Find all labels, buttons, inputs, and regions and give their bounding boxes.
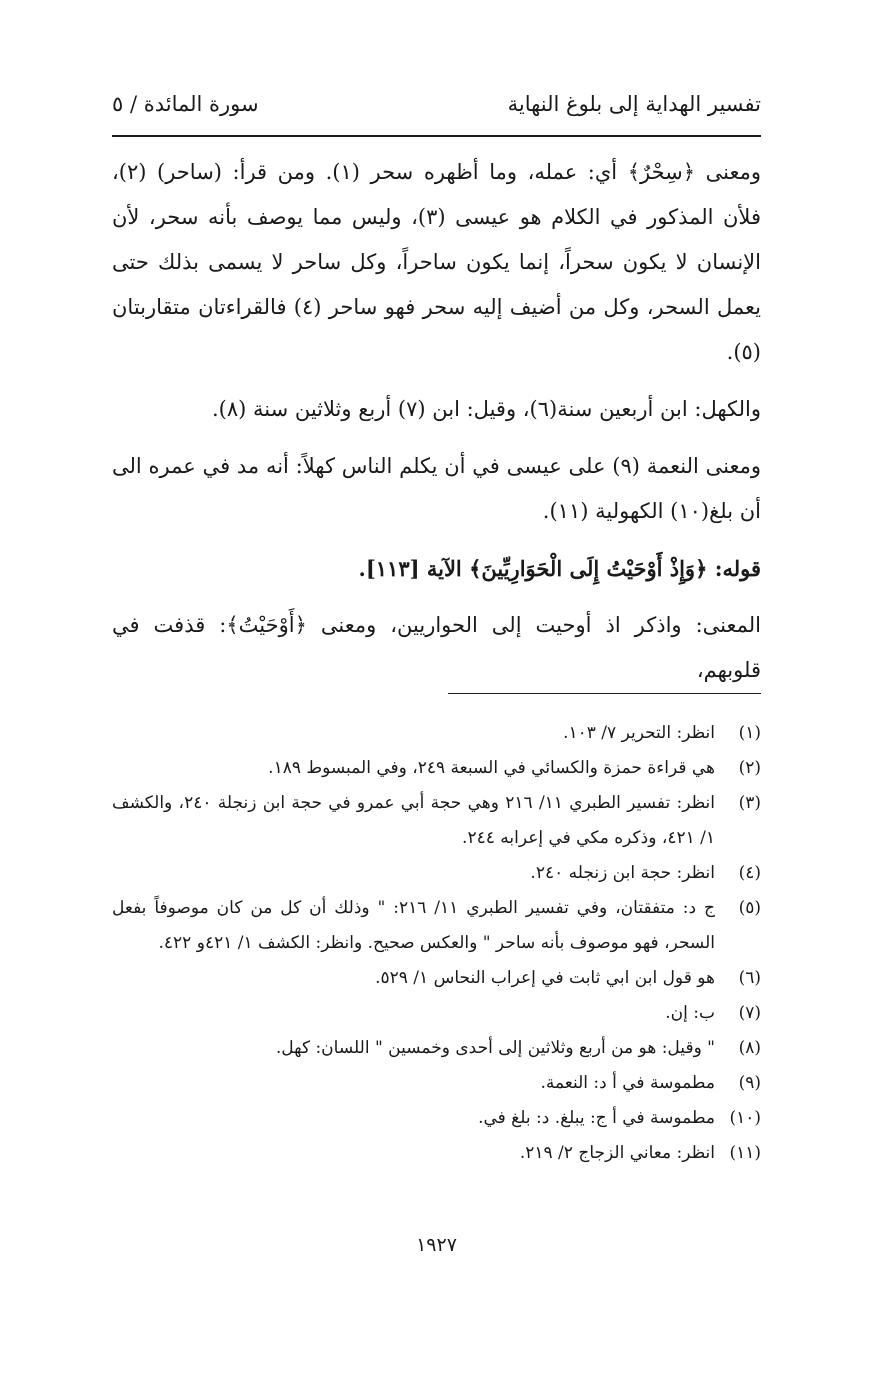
footnote-item: [112, 891, 761, 961]
footnote-number: (٤): [738, 863, 761, 883]
footnote-item: [112, 996, 761, 1031]
footnote-text: " وقيل: هو من أربع وثلاثين إلى أحدى وخمسين " اللسان: كهل.: [275, 1038, 715, 1058]
footnote-text: ب: إن.: [665, 1003, 715, 1023]
footnote-item: [112, 1136, 761, 1171]
paragraph-verse-113: قوله: ﴿وَإِذْ أَوْحَيْتُ إِلَى الْحَوَارِيِّينَ﴾ الآية [١١٣].: [358, 556, 761, 581]
footnote-text: انظر: التحرير ٧/ ١٠٣.: [563, 723, 715, 743]
footnotes: [112, 716, 761, 1171]
footnote-number: (٥): [738, 898, 761, 918]
footnote-item: [112, 1101, 761, 1136]
footnote-item: [112, 856, 761, 891]
footnote-number: (٢): [738, 758, 761, 778]
footnote-text: مطموسة في أ ج: يبلغ. د: بلغ في.: [478, 1108, 715, 1128]
footnote-number: (٩): [738, 1073, 761, 1093]
footnote-item: [112, 1031, 761, 1066]
footnote-text: انظر: تفسير الطبري ١١/ ٢١٦ وهي حجة أبي عمرو في حجة ابن زنجلة ٢٤٠، والكشف ١/ ٤٢١، وذكره مكي في إعرابه ٢٤٤.: [112, 793, 716, 848]
page-number: ١٩٢٧: [416, 1234, 457, 1256]
paragraph-sihr: ومعنى ﴿سِحْرٌ﴾ أي: عمله، وما أظهره سحر (١). ومن قرأ: (ساحر) (٢)، فلأن المذكور في الكلام هو عيسى (٣)، وليس مما يوصف بأنه سحر، لأن الإنسان لا يكون سحراً، إنما يكون ساحراً، وكل ساحر لا يسمى بذلك حتى يعمل السحر، وكل من أضيف إليه سحر فهو ساحر (٤) فالقراءتان متقاربتان (٥).: [112, 160, 761, 364]
footnote-item: [112, 961, 761, 996]
footnote-text: هو قول ابن ابي ثابت في إعراب النحاس ١/ ٥٢٩.: [375, 968, 715, 988]
footnote-item: [112, 716, 761, 751]
footnote-number: (٦): [738, 968, 761, 988]
footnote-text: انظر: معاني الزجاج ٢/ ٢١٩.: [519, 1143, 715, 1163]
footnote-number: (٣): [738, 793, 761, 813]
paragraph-kahl: والكهل: ابن أربعين سنة(٦)، وقيل: ابن (٧) أربع وثلاثين سنة (٨).: [211, 397, 761, 421]
footnote-item: [112, 751, 761, 786]
footnote-number: (١٠): [729, 1108, 761, 1128]
footnote-text: انظر: حجة ابن زنجله ٢٤٠.: [530, 863, 715, 883]
paragraph-nimah: ومعنى النعمة (٩) على عيسى في أن يكلم الناس كهلاً: أنه مد في عمره الى أن بلغ(١٠) الكهولية (١١).: [112, 454, 761, 523]
footnote-number: (١): [738, 723, 761, 743]
footnote-divider: [448, 693, 761, 694]
paragraph-meaning: المعنى: واذكر اذ أوحيت إلى الحواريين، ومعنى ﴿أَوْحَيْتُ﴾: قذفت في قلوبهم،: [112, 613, 761, 682]
footnote-text: هي قراءة حمزة والكسائي في السبعة ٢٤٩، وفي المبسوط ١٨٩.: [268, 758, 715, 778]
footnote-item: [112, 1066, 761, 1101]
footnote-item: [112, 786, 761, 856]
running-header: [112, 92, 761, 128]
footnote-text: ج د: متفقتان، وفي تفسير الطبري ١١/ ٢١٦: " وذلك أن كل من كان موصوفاً بفعل السحر، فهو موصوف بأنه ساحر " والعكس صحيح. وانظر: الكشف ١/ ٤٢١و ٤٢٢.: [112, 898, 715, 953]
footnote-number: (١١): [729, 1143, 761, 1163]
surah-title: سورة المائدة / ٥: [112, 92, 259, 116]
footnote-number: (٧): [738, 1003, 761, 1023]
footnote-number: (٨): [738, 1038, 761, 1058]
header-divider: [112, 135, 761, 137]
main-text: [112, 150, 761, 705]
book-title: تفسير الهداية إلى بلوغ النهاية: [507, 92, 761, 116]
footnote-text: مطموسة في أ د: النعمة.: [540, 1073, 715, 1093]
